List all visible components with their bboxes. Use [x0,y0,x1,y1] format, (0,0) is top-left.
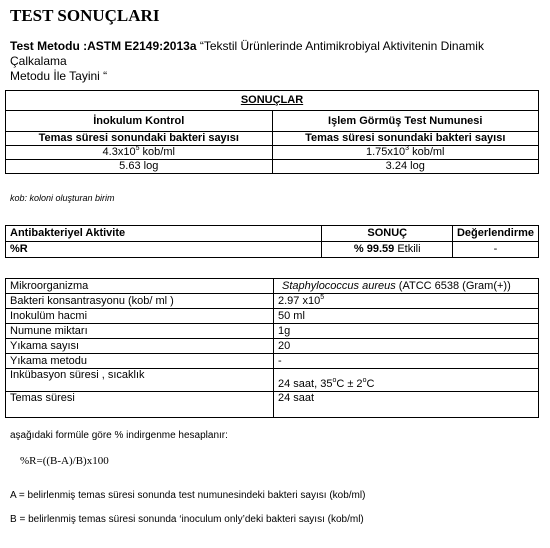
r-evaluation: - [452,242,538,258]
incubation-value: 24 saat, $35^oC \pm 2^oC$ [274,369,539,392]
wash-method-value: - [274,354,539,369]
wash-count-value: 20 [274,339,539,354]
treated-sample-header: Işlem Görmüş Test Numunesi [272,111,539,132]
contact-time-label: Temas süresi [6,392,274,418]
sample-amount-label: Numune miktarı [6,324,274,339]
treated-subheader: Temas süresi sonundaki bakteri sayısı [272,132,539,146]
organism-label: Mikroorganizma [6,279,274,294]
evaluation-header: Değerlendirme [452,226,538,242]
method-text-line2: Metodu İle Tayini “ [10,69,108,83]
r-label: %R [6,242,322,258]
result-header: SONUÇ [322,226,452,242]
results-table [5,90,539,174]
concentration-label: Bakteri konsantrasyonu (kob/ ml ) [6,294,274,309]
inoculum-control-header: İnokulum Kontrol [6,111,273,132]
organism-value: Staphylococcus aureus (ATCC 6538 (Gram(+)) [274,279,539,294]
unit-note: kob: koloni oluşturan birim [10,193,115,203]
contact-time-value: 24 saat [274,392,539,418]
wash-count-label: Yıkama sayısı [6,339,274,354]
inoculum-volume-value: 50 ml [274,309,539,324]
definition-a: A = belirlenmiş temas süresi sonunda test numunesindeki bakteri sayısı (kob/ml) [10,490,366,501]
method-label: Test Metodu :ASTM E2149:2013a [10,39,197,53]
formula-expression: %R=((B-A)/B)x100 [20,455,109,467]
inoculum-volume-label: Inokulüm hacmi [6,309,274,324]
results-heading: SONUÇLAR [6,91,539,111]
method-description [10,39,540,84]
method-text-line1: “Tekstil Ürünlerinde Antimikrobiyal Aktivitenin Dinamik Çalkalama [10,39,484,68]
inoculum-log: 5.63 log [6,160,273,174]
concentration-value: 2.97 $x10^5$ [274,294,539,309]
sample-amount-value: 1g [274,324,539,339]
wash-method-label: Yıkama metodu [6,354,274,369]
page-title: TEST SONUÇLARI [10,6,160,25]
treated-count: $1.75x10^3$ kob/ml [272,146,539,160]
incubation-label: Inkübasyon süresi , sıcaklık [6,369,274,392]
definition-b: B = belirlenmiş temas süresi sonunda ‘inoculum only’deki bakteri sayısı (kob/ml) [10,514,364,525]
activity-header: Antibakteriyel Aktivite [6,226,322,242]
r-result: % 99.59 Etkili [322,242,452,258]
inoculum-count: $4.3x10^5$ kob/ml [6,146,273,160]
inoculum-subheader: Temas süresi sonundaki bakteri sayısı [6,132,273,146]
activity-table [5,225,539,258]
treated-log: 3.24 log [272,160,539,174]
conditions-table [5,278,539,418]
formula-intro: aşağıdaki formüle göre % indirgenme hesaplanır: [10,430,228,441]
